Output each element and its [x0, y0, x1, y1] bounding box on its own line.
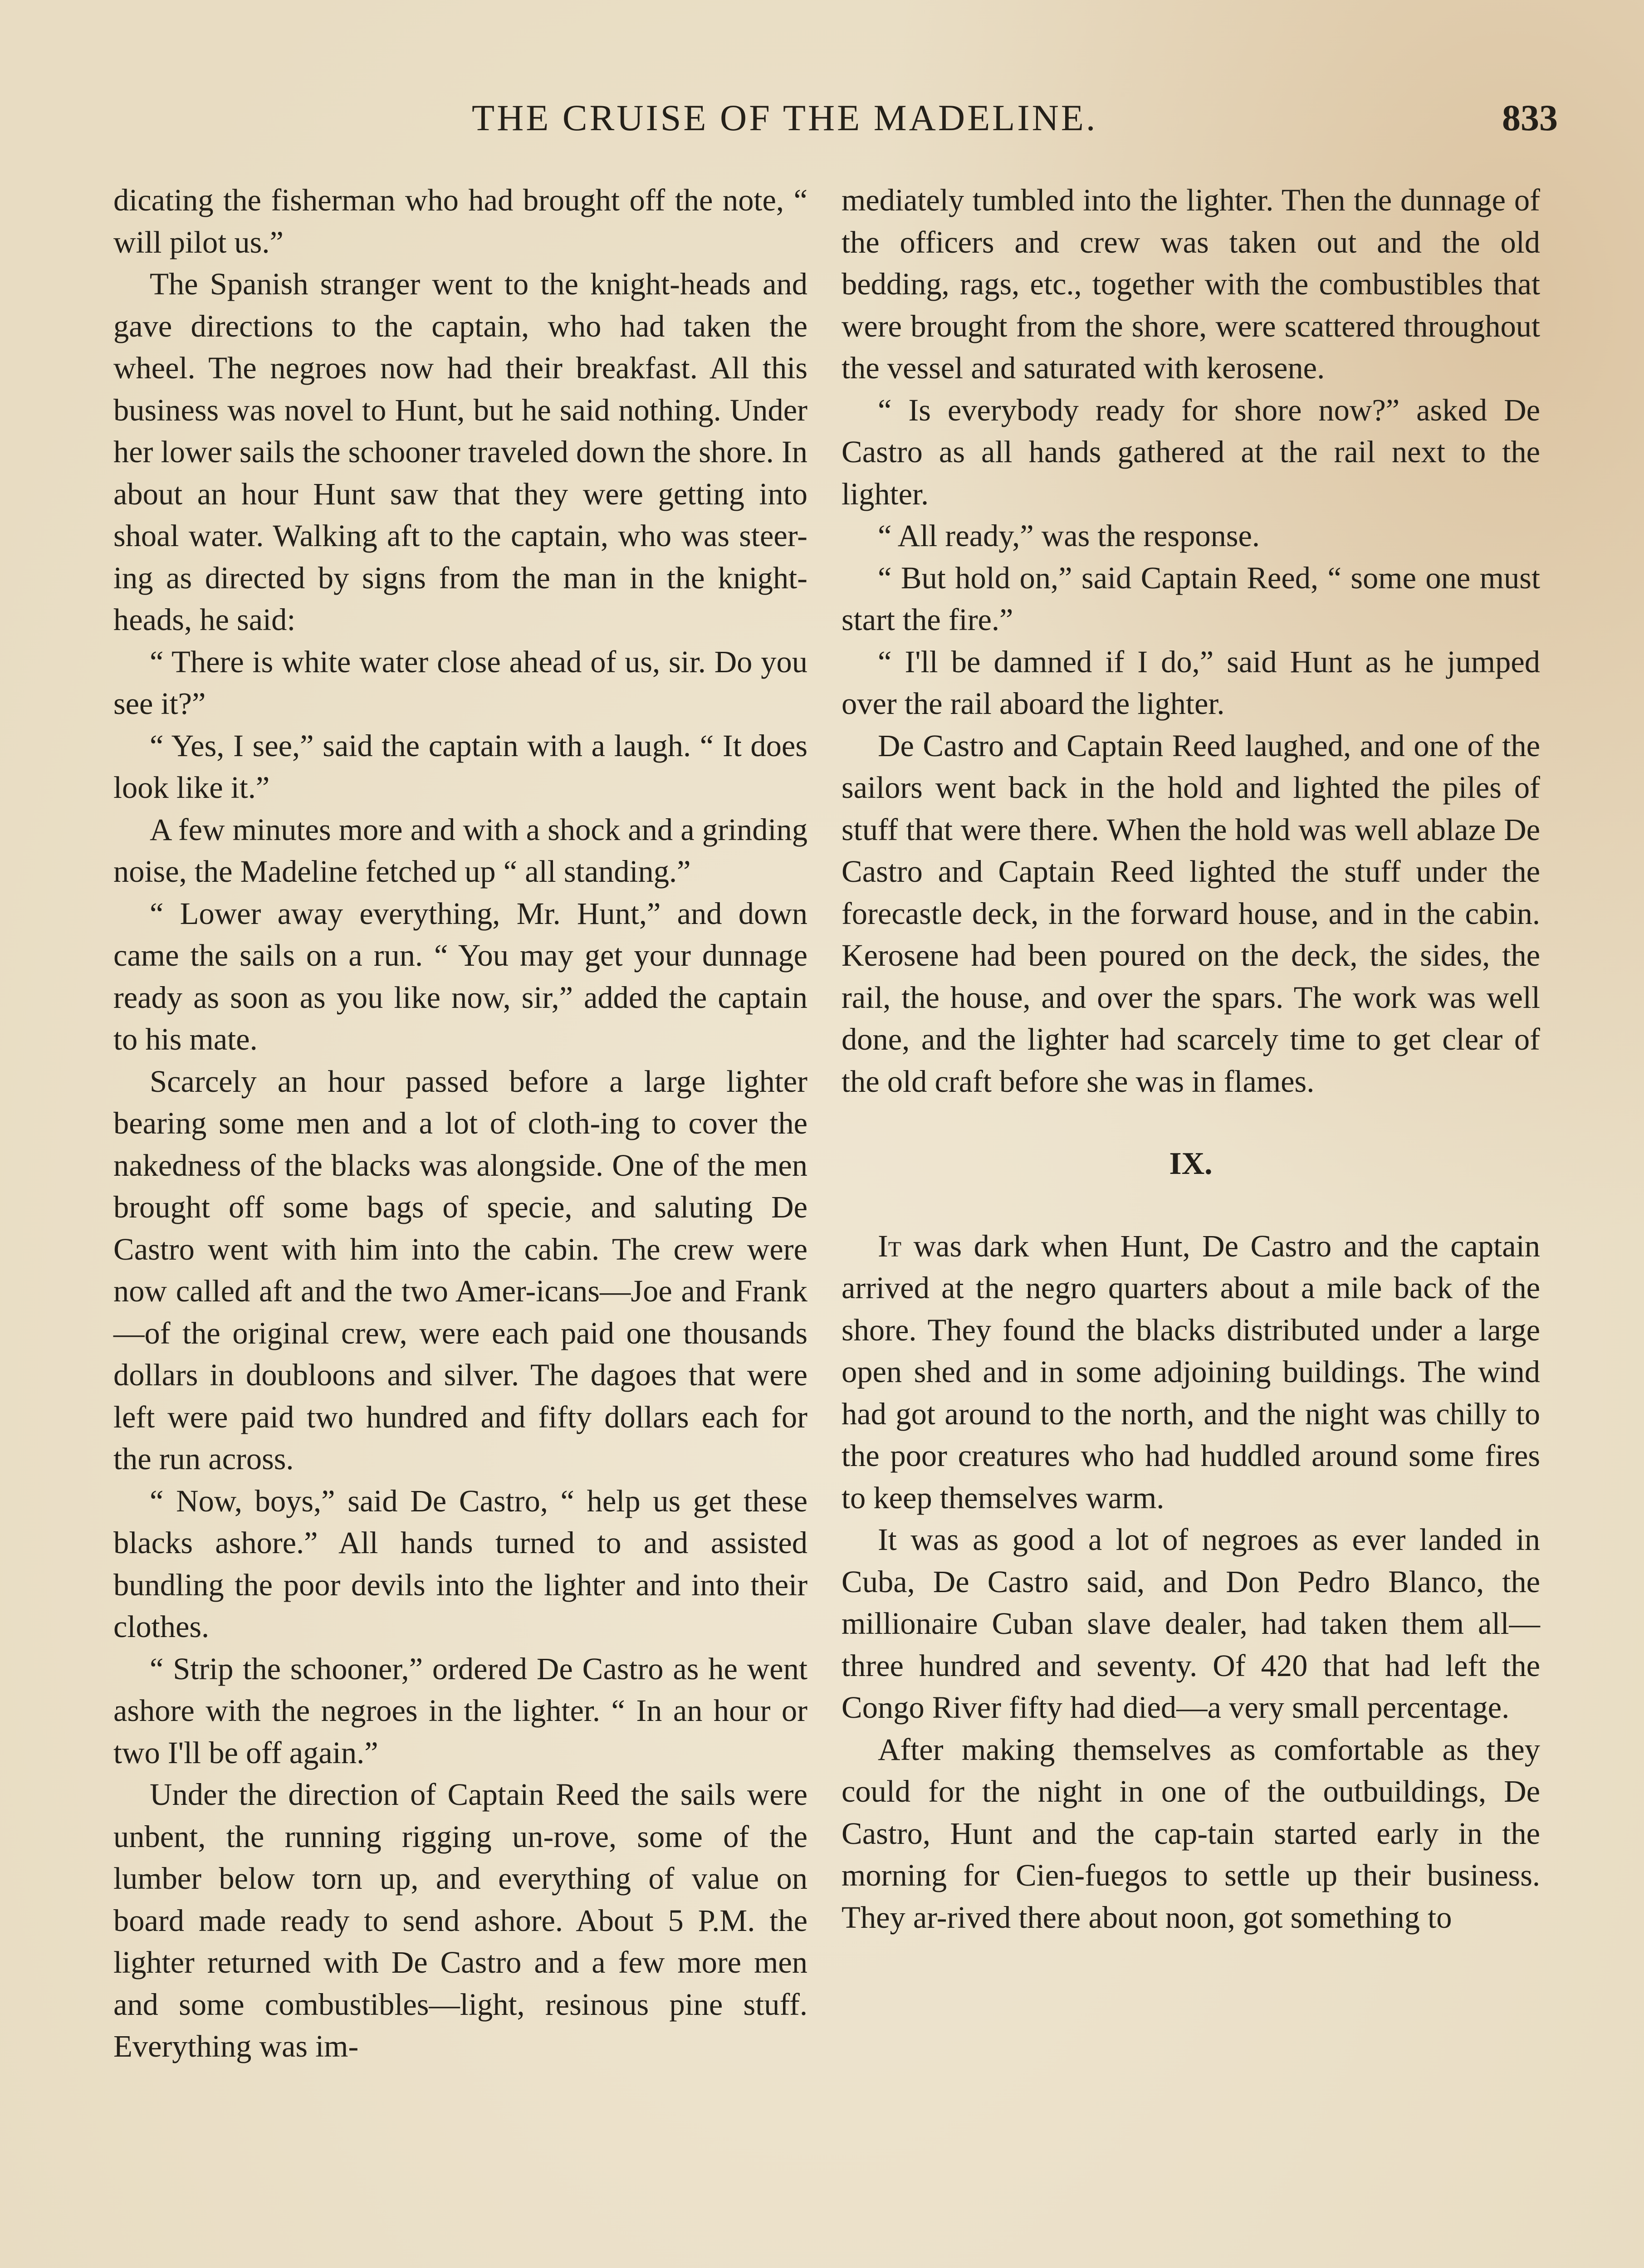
paragraph	[842, 1225, 1540, 1519]
page-header	[472, 93, 1558, 143]
right-column	[842, 179, 1540, 1938]
paragraph: Scarcely an hour passed before a large lighter bearing some men and a lot of cloth-ing to cover the nakedness of the blacks was alongside. One of the men brought off some bags of specie, and saluting De Castro went with him into the cabin. The crew were now called aft and the two Amer-icans—Joe and Frank—of the original crew, were each paid one thousands dollars in doubloons and silver. The dagoes that were left were paid two hundred and fifty dollars each for the run across.	[113, 1064, 807, 1476]
paragraph: After making themselves as comfortable as they could for the night in one of the outbuildings, De Castro, Hunt and the cap-tain started early in the morning for Cien-fuegos to settle up their business. They ar-rived there about noon, got something to	[842, 1732, 1540, 1935]
chapter-heading: IX.	[1169, 1146, 1213, 1181]
paragraph: “ I'll be damned if I do,” said Hunt as he jumped over the rail aboard the lighter.	[842, 644, 1540, 721]
paragraph: A few minutes more and with a shock and a grinding noise, the Madeline fetched up “ all standing.”	[113, 812, 807, 889]
paragraph: Under the direction of Captain Reed the sails were unbent, the running rigging un-rove, some of the lumber below torn up, and everything of value on board made ready to send ashore. About 5 P.M. the lighter returned with De Castro and a few more men and some combustibles—light, resinous pine stuff. Everything was im-	[113, 1777, 807, 2063]
paragraph: “ There is white water close ahead of us, sir. Do you see it?”	[113, 644, 807, 721]
paragraph: “ Strip the schooner,” ordered De Castro as he went ashore with the negroes in the lighter. “ In an hour or two I'll be off again.”	[113, 1651, 807, 1770]
paragraph: De Castro and Captain Reed laughed, and one of the sailors went back in the hold and lighted the piles of stuff that were there. When the hold was well ablaze De Castro and Captain Reed lighted the stuff under the forecastle deck, in the forward house, and in the cabin. Kerosene had been poured on the deck, the sides, the rail, the house, and over the spars. The work was well done, and the lighter had scarcely time to get clear of the old craft before she was in flames.	[842, 728, 1540, 1099]
paragraph: “ Is everybody ready for shore now?” asked De Castro as all hands gathered at the rail next to the lighter.	[842, 392, 1540, 511]
paragraph: dicating the fisherman who had brought off the note, “ will pilot us.”	[113, 183, 807, 259]
paragraph-text: was dark when Hunt, De Castro and the captain arrived at the negro quarters about a mile back of the shore. They found the blacks distributed under a large open shed and in some adjoining buildings. The wind had got around to the north, and the night was chilly to the poor creatures who had huddled around some fires to keep themselves warm.	[842, 1228, 1540, 1515]
page-number: 833	[1502, 97, 1558, 138]
paragraph: It was as good a lot of negroes as ever landed in Cuba, De Castro said, and Don Pedro Blanco, the millionaire Cuban slave dealer, had taken them all—three hundred and seventy. Of 420 that had left the Congo River fifty had died—a very small percentage.	[842, 1522, 1540, 1725]
paragraph: mediately tumbled into the lighter. Then the dunnage of the officers and crew was taken out and the old bedding, rags, etc., together with the combustibles that were brought from the shore, were scattered throughout the vessel and saturated with kerosene.	[842, 183, 1540, 385]
paragraph: “ Lower away everything, Mr. Hunt,” and down came the sails on a run. “ You may get your dunnage ready as soon as you like now, sir,” added the captain to his mate.	[113, 896, 807, 1056]
paragraph: “ Yes, I see,” said the captain with a laugh. “ It does look like it.”	[113, 728, 807, 805]
left-column	[113, 179, 807, 2068]
paragraph: “ All ready,” was the response.	[878, 518, 1260, 553]
paragraph: The Spanish stranger went to the knight-heads and gave directions to the captain, who had taken the wheel. The negroes now had their breakfast. All this business was novel to Hunt, but he said nothing. Under her lower sails the schooner traveled down the shore. In about an hour Hunt saw that they were getting into shoal water. Walking aft to the captain, who was steer-ing as directed by signs from the man in the knight-heads, he said:	[113, 267, 807, 637]
paragraph: “ But hold on,” said Captain Reed, “ some one must start the fire.”	[842, 560, 1540, 637]
running-title: THE CRUISE OF THE MADELINE.	[472, 97, 1098, 138]
drop-cap: It	[878, 1228, 902, 1263]
paragraph: “ Now, boys,” said De Castro, “ help us get these blacks ashore.” All hands turned to and assisted bundling the poor devils into the lighter and into their clothes.	[113, 1483, 807, 1644]
